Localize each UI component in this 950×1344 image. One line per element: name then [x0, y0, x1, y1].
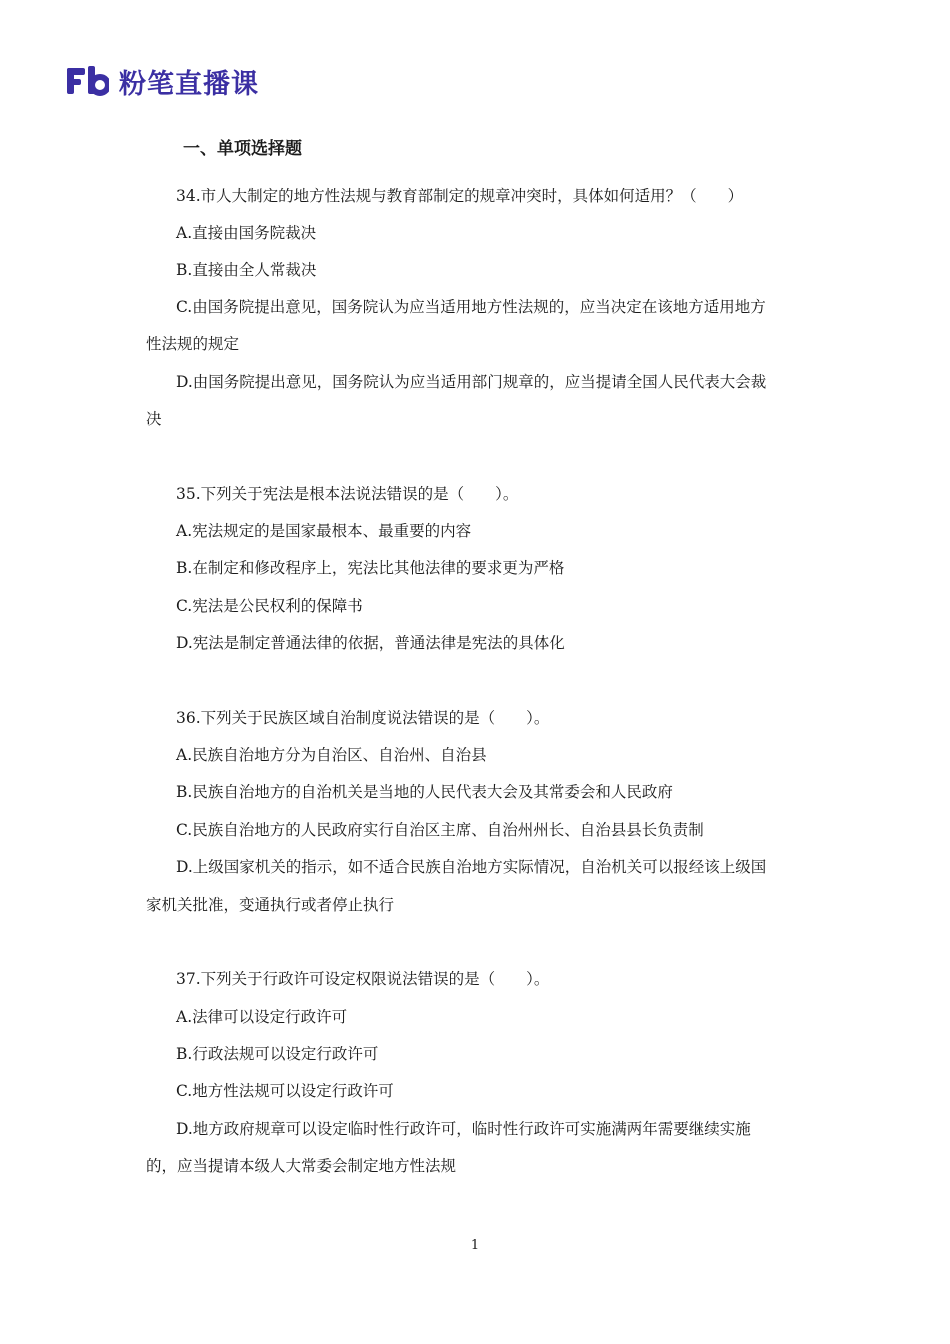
question-36-stem: 36.下列关于民族区域自治制度说法错误的是（ ）。	[176, 709, 550, 727]
question-34-option-c: C.由国务院提出意见，国务院认为应当适用地方性法规的，应当决定在该地方适用地方	[176, 298, 766, 316]
question-37-option-d-cont: 的，应当提请本级人大常委会制定地方性法规	[146, 1157, 457, 1175]
question-36-option-c: C.民族自治地方的人民政府实行自治区主席、自治州州长、自治县县长负责制	[176, 821, 704, 839]
question-34-option-a: A.直接由国务院裁决	[176, 224, 317, 242]
question-34-option-d-cont: 决	[146, 410, 162, 428]
question-36-option-a: A.民族自治地方分为自治区、自治州、自治县	[176, 746, 487, 764]
question-35-option-b: B.在制定和修改程序上，宪法比其他法律的要求更为严格	[176, 559, 565, 577]
question-35-option-a: A.宪法规定的是国家最根本、最重要的内容	[176, 522, 472, 540]
question-35-option-c: C.宪法是公民权利的保障书	[176, 597, 363, 615]
fenbi-logo-icon	[67, 66, 109, 96]
question-37-option-a: A.法律可以设定行政许可	[176, 1008, 348, 1026]
question-34-stem: 34.市人大制定的地方性法规与教育部制定的规章冲突时，具体如何适用？（ ）	[176, 187, 744, 205]
question-37-option-d: D.地方政府规章可以设定临时性行政许可，临时性行政许可实施满两年需要继续实施	[176, 1120, 751, 1138]
question-35-option-d: D.宪法是制定普通法律的依据，普通法律是宪法的具体化	[176, 634, 565, 652]
question-34-option-c-cont: 性法规的规定	[146, 335, 240, 353]
question-37-option-c: C.地方性法规可以设定行政许可	[176, 1082, 394, 1100]
question-36-option-b: B.民族自治地方的自治机关是当地的人民代表大会及其常委会和人民政府	[176, 783, 673, 801]
page-number: 1	[470, 1238, 480, 1253]
question-34-option-b: B.直接由全人常裁决	[176, 261, 317, 279]
question-37-stem: 37.下列关于行政许可设定权限说法错误的是（ ）。	[176, 970, 550, 988]
question-37-option-b: B.行政法规可以设定行政许可	[176, 1045, 379, 1063]
brand-name: 粉笔直播课	[119, 68, 259, 100]
section-title: 一、单项选择题	[183, 139, 302, 159]
question-35-stem: 35.下列关于宪法是根本法说法错误的是（ ）。	[176, 485, 519, 503]
question-36-option-d: D.上级国家机关的指示，如不适合民族自治地方实际情况，自治机关可以报经该上级国	[176, 858, 767, 876]
question-34-option-d: D.由国务院提出意见，国务院认为应当适用部门规章的，应当提请全国人民代表大会裁	[176, 373, 767, 391]
brand-logo	[67, 64, 259, 98]
question-36-option-d-cont: 家机关批准，变通执行或者停止执行	[146, 896, 395, 914]
